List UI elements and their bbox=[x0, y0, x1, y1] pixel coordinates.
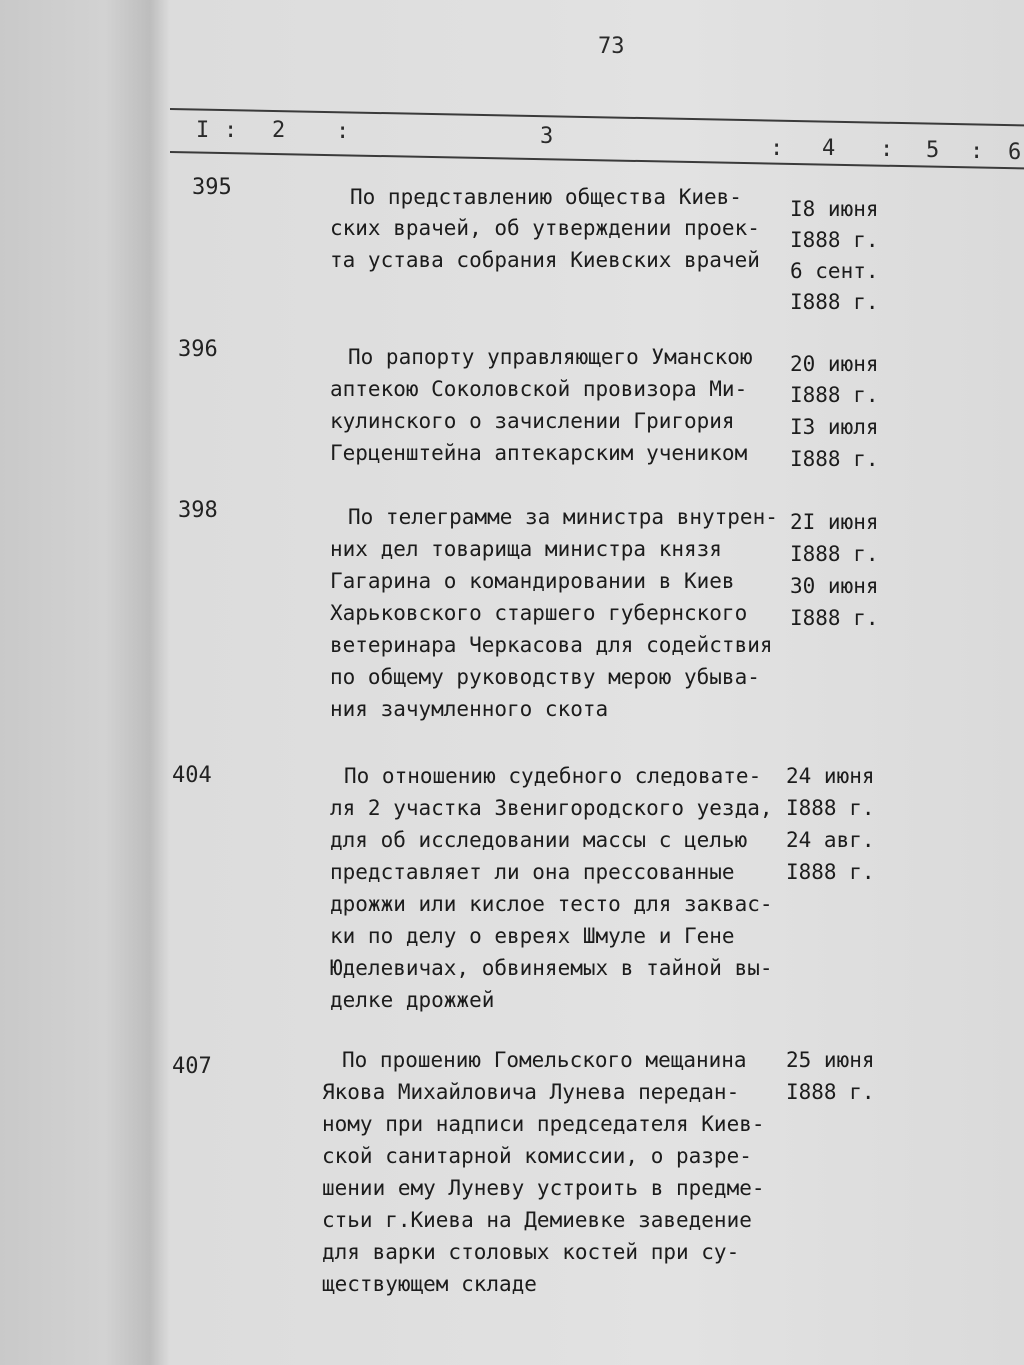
column-separator: : bbox=[880, 137, 894, 162]
entry-number: 407 bbox=[172, 1054, 212, 1079]
entry-text-line: По отношению судебного следовате- bbox=[344, 764, 762, 788]
entry-text-line: ному при надписи председателя Киев- bbox=[322, 1112, 765, 1136]
entry-text-line: та устава собрания Киевских врачей bbox=[330, 248, 760, 272]
entry-text-line: Харьковского старшего губернского bbox=[330, 601, 748, 625]
entry-text-line: кулинского о зачислении Григория bbox=[330, 409, 735, 433]
entry-text-line: ских врачей, об утверждении проек- bbox=[330, 216, 760, 240]
entry-date: I888 г. bbox=[790, 447, 879, 471]
entry-text-line: Гагарина о командировании в Киев bbox=[330, 569, 735, 593]
column-header-4: 4 bbox=[822, 136, 836, 161]
entry-text-line: По представлению общества Киев- bbox=[350, 185, 742, 209]
entry-date: I888 г. bbox=[790, 542, 879, 566]
entry-text-line: По прошению Гомельского мещанина bbox=[342, 1048, 747, 1072]
left-facing-page bbox=[0, 0, 150, 1365]
table-header-top-rule bbox=[170, 108, 1024, 127]
entry-text-line: ки по делу о евреях Шмуле и Гене bbox=[330, 924, 735, 948]
entry-text-line: ния зачумленного скота bbox=[330, 697, 609, 721]
entry-date: 30 июня bbox=[790, 574, 879, 598]
entry-text-line: ществующем складе bbox=[322, 1272, 537, 1296]
entry-text-line: них дел товарища министра князя bbox=[330, 537, 722, 561]
entry-text-line: По телеграмме за министра внутрен- bbox=[348, 505, 778, 529]
column-header-6: 6 bbox=[1008, 140, 1022, 165]
column-separator: : bbox=[336, 119, 350, 144]
entry-date: I888 г. bbox=[790, 606, 879, 630]
entry-text-line: Герценштейна аптекарским учеником bbox=[330, 441, 748, 465]
entry-date: I888 г. bbox=[790, 383, 879, 407]
entry-text-line: делке дрожжей bbox=[330, 988, 495, 1012]
page-number: 73 bbox=[598, 34, 625, 59]
entry-text-line: ветеринара Черкасова для содействия bbox=[330, 633, 773, 657]
entry-date: I3 июля bbox=[790, 415, 879, 439]
entry-text-line: дрожжи или кислое тесто для заквас- bbox=[330, 892, 773, 916]
entry-date: 24 июня bbox=[786, 764, 875, 788]
entry-date: I888 г. bbox=[786, 860, 875, 884]
entry-text-line: для об исследовании массы с целью bbox=[330, 828, 748, 852]
entry-text-line: ской санитарной комиссии, о разре- bbox=[322, 1144, 752, 1168]
column-separator: : bbox=[224, 118, 238, 143]
entry-text-line: Якова Михайловича Лунева передан- bbox=[322, 1080, 740, 1104]
column-header-1: I bbox=[196, 118, 210, 143]
document-page bbox=[150, 0, 1024, 1365]
column-header-3: 3 bbox=[540, 124, 554, 149]
entry-text-line: по общему руководству мерою убыва- bbox=[330, 665, 760, 689]
column-header-2: 2 bbox=[272, 118, 286, 143]
entry-number: 404 bbox=[172, 763, 212, 788]
entry-date: I888 г. bbox=[790, 290, 879, 314]
entry-text-line: ля 2 участка Звенигородского уезда, bbox=[330, 796, 773, 820]
entry-date: 24 авг. bbox=[786, 828, 875, 852]
entry-text-line: шении ему Луневу устроить в предме- bbox=[322, 1176, 765, 1200]
entry-text-line: представляет ли она прессованные bbox=[330, 860, 735, 884]
entry-date: 20 июня bbox=[790, 352, 879, 376]
entry-text-line: По рапорту управляющего Уманскою bbox=[348, 345, 753, 369]
column-header-5: 5 bbox=[926, 138, 940, 163]
entry-date: I888 г. bbox=[786, 796, 875, 820]
entry-date: I8 июня bbox=[790, 197, 879, 221]
entry-number: 398 bbox=[178, 498, 218, 523]
entry-date: I888 г. bbox=[790, 228, 879, 252]
entry-text-line: для варки столовых костей при су- bbox=[322, 1240, 740, 1264]
entry-date: 2I июня bbox=[790, 510, 879, 534]
entry-text-line: стьи г.Киева на Демиевке заведение bbox=[322, 1208, 752, 1232]
column-separator: : bbox=[970, 139, 984, 164]
entry-number: 395 bbox=[192, 175, 232, 200]
entry-date: 6 сент. bbox=[790, 259, 879, 283]
entry-date: I888 г. bbox=[786, 1080, 875, 1104]
entry-number: 396 bbox=[178, 337, 218, 362]
entry-text-line: Юделевичах, обвиняемых в тайной вы- bbox=[330, 956, 773, 980]
table-header-bottom-rule bbox=[170, 151, 1024, 170]
entry-text-line: аптекою Соколовской провизора Ми- bbox=[330, 377, 748, 401]
column-separator: : bbox=[770, 136, 784, 161]
entry-date: 25 июня bbox=[786, 1048, 875, 1072]
